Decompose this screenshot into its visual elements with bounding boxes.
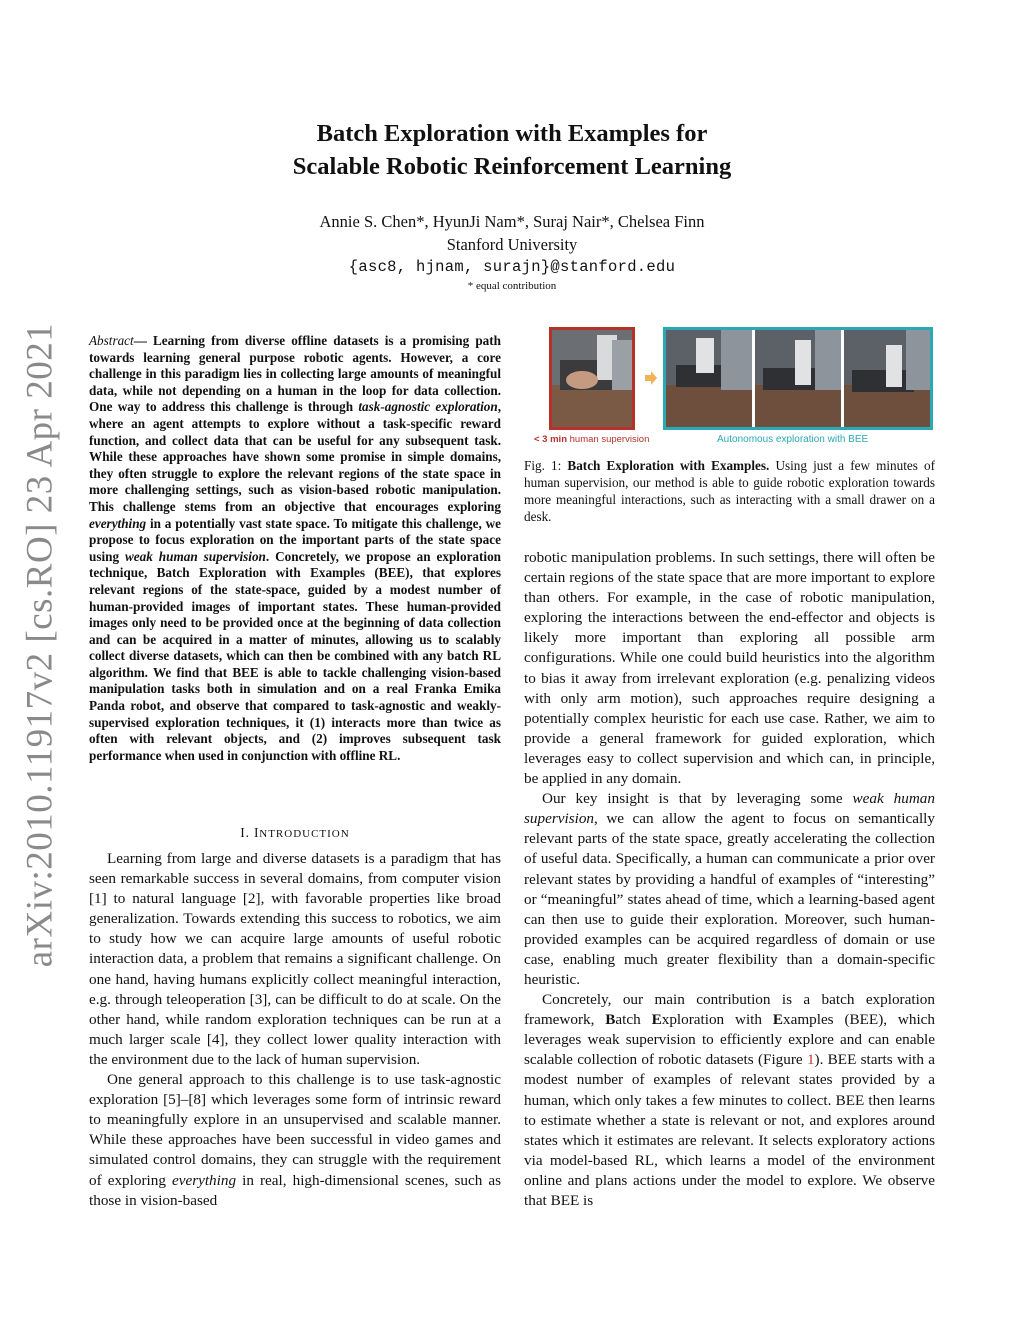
figure-reference-link[interactable]: 1 (806, 1051, 815, 1069)
author-block (0, 210, 1024, 294)
abstract: Abstract— Learning from diverse offline datasets is a promising path towards learning general purpose robotic agents. However, a core challenge in this paradigm lies in collecting large amounts of meaningful data, while not depending on a human in the loop for data collection. One way to address this challenge is through task-agnostic exploration, where an agent attempts to explore without a task-specific reward function, and collect data that can be useful for any subsequent task. While these approaches have shown some promise in simple domains, they often struggle to explore the relevant regions of the state space in more challenging settings, such as vision-based robotic manipulation. This challenge stems from an objective that encourages exploring everything in a potentially vast state space. To mitigate this challenge, we propose to focus exploration on the important parts of the state space using weak human supervision. Concretely, we propose an exploration technique, Batch Exploration with Examples (BEE), that explores relevant regions of the state-space, guided by a modest number of human-provided images of important states. These human-provided images only need to be provided once at the beginning of data collection and can be acquired in a matter of minutes, allowing us to scalably collect diverse datasets, which can then be combined with any batch RL algorithm. We find that BEE is able to tackle challenging vision-based manipulation tasks both in simulation and on a real Franka Emika Panda robot, and observe that compared to task-agnostic and weakly-supervised exploration techniques, it (1) interacts more than twice as often with relevant objects, and (2) improves subsequent task performance when used in conjunction with offline RL. (89, 333, 501, 763)
autonomous-exploration-images (663, 327, 933, 430)
arrow-right-icon (644, 371, 658, 385)
paper-title: Batch Exploration with Examples for Scalable Robotic Reinforcement Learning (292, 120, 732, 180)
human-supervision-label: < 3 min human supervision (534, 434, 650, 445)
author-list: Annie S. Chen*, HyunJi Nam*, Suraj Nair*, Chelsea Finn (319, 212, 705, 231)
human-supervision-image (549, 327, 635, 430)
paragraph: One general approach to this challenge is to use task-agnostic exploration [5]–[8] which leverages some form of intrinsic reward to meaningfully explore in an unsupervised and scalable manner. While these approaches have been successful in video games and simulated control domains, they can struggle with the requirement of exploring everything in real, high-dimensional scenes, such as those in vision-based (89, 1071, 501, 1209)
abstract-label: Abstract (89, 333, 134, 348)
figure-caption: Fig. 1: Batch Exploration with Examples. Using just a few minutes of human supervision, our method is able to guide robotic exploration towards more meaningful interactions, such as interacting with a small drawer on a desk. (524, 458, 935, 524)
introduction-text (89, 849, 501, 1211)
paragraph: robotic manipulation problems. In such settings, there will often be certain regions of the state space that are more important to explore than others. For example, in the case of robotic manipulation, exploring the interactions between the end-effector and objects is likely more important than exploring all possible arm configurations. While one could build heuristics into the algorithm to bias it away from irrelevant exploration (e.g. penalizing videos with only arm motion), such approaches require designing a potentially complex heuristic for each use case. Rather, we aim to provide a general framework for guided exploration, which leverages easy to collect supervision and which can, in principle, be applied in any domain. (524, 549, 935, 788)
affiliation: Stanford University (446, 235, 578, 254)
paragraph: Concretely, our main contribution is a batch exploration framework, Batch Exploration with Examples (BEE), which leverages weak supervision to efficiently explore and can enable scalable collection of robotic datasets (Figure 1). BEE starts with a modest number of examples of relevant states provided by a human, which only takes a few minutes to collect. BEE then learns to estimate whether a state is relevant or not, and explores around states which it estimates are relevant. It selects exploratory actions via model-based RL, which learns a model of the environment online and plans actions under the model to explore. We observe that BEE is (524, 991, 936, 1209)
figure-1 (534, 327, 933, 449)
arxiv-identifier: arXiv:2010.11917v2 [cs.RO] 23 Apr 2021 (19, 322, 61, 968)
paragraph: Learning from large and diverse datasets is a paradigm that has seen remarkable success in several domains, from computer vision [1] to natural language [2], with favorable properties like broad generalization. Towards extending this success to robotics, we aim to study how we can acquire large amounts of useful robotic interaction data, a problem that remains a significant challenge. On one hand, having humans explicitly collect meaningful interaction, e.g. through teleoperation [3], can be difficult to do at scale. On the other hand, while random exploration techniques can be run at a much larger scale [4], they collect lower quality interaction with the environment due to the lack of human supervision. (89, 850, 501, 1068)
section-heading-introduction: I. INTRODUCTION (240, 825, 350, 840)
equal-contribution-note: * equal contribution (467, 280, 557, 292)
right-column-text (524, 548, 935, 1211)
email: {asc8, hjnam, surajn}@stanford.edu (348, 258, 676, 276)
autonomous-exploration-label: Autonomous exploration with BEE (717, 434, 869, 445)
paragraph: Our key insight is that by leveraging some weak human supervision, we can allow the agent to focus on semantically relevant parts of the state space, greatly accelerating the collection of useful data. Specifically, a human can communicate a prior over relevant states by providing a handful of examples of “interesting” or “meaningful” states ahead of time, which a learning-based agent can then use to guide their exploration. Moreover, such human-provided examples can be acquired regardless of domain or use case, enabling much greater flexibility than a domain-specific heuristic. (524, 790, 935, 988)
